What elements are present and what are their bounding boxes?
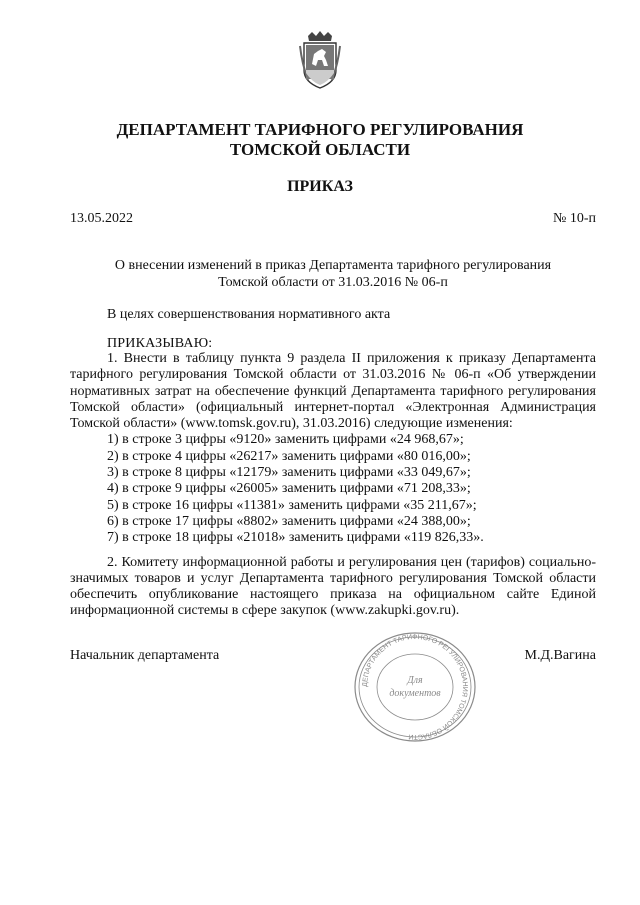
document-type-title: ПРИКАЗ <box>287 178 353 195</box>
changes-list <box>70 432 596 546</box>
subject-line2: Томской области от 31.03.2016 № 06-п <box>218 275 448 290</box>
list-item: 5) в строке 16 цифры «11381» заменить цифрами «35 211,67»; <box>107 497 477 513</box>
order-body <box>70 351 596 620</box>
list-item: 3) в строке 8 цифры «12179» заменить цифрами «33 049,67»; <box>107 465 471 481</box>
list-item: 7) в строке 18 цифры «21018» заменить цифрами «119 826,33». <box>107 530 484 546</box>
official-stamp-icon <box>350 630 480 745</box>
purpose-text: В целях совершенствования нормативного акта <box>107 307 391 322</box>
stamp-center-line2: документов <box>389 688 441 699</box>
stamp-ring-text: ДЕПАРТАМЕНТ ТАРИФНОГО РЕГУЛИРОВАНИЯ ТОМСКОЙ ОБЛАСТИ <box>361 633 469 741</box>
list-item: 2) в строке 4 цифры «26217» заменить цифрами «80 016,00»; <box>107 448 471 464</box>
organization-name-line2: ТОМСКОЙ ОБЛАСТИ <box>229 140 411 159</box>
organization-name-line1: ДЕПАРТАМЕНТ ТАРИФНОГО РЕГУЛИРОВАНИЯ <box>116 120 524 139</box>
document-date: 13.05.2022 <box>70 211 133 226</box>
list-item: 4) в строке 9 цифры «26005» заменить цифрами «71 208,33»; <box>107 481 471 497</box>
order-keyword: ПРИКАЗЫВАЮ: <box>107 336 213 351</box>
list-item: 1) в строке 3 цифры «9120» заменить цифрами «24 968,67»; <box>107 432 464 448</box>
signatory-position: Начальник департамента <box>70 648 220 663</box>
signatory-name: М.Д.Вагина <box>524 648 596 663</box>
paragraph-1: 1. Внести в таблицу пункта 9 раздела II приложения к приказу Департамента тарифного регулирования Томской области от 31.03.2016 № 06-п «Об утверждении нормативных затрат на обеспечение функций Департамента тарифного регулирования Томской области» (официальный интернет-портал «Электронная Администрация Томской области» (www.tomsk.gov.ru), 31.03.2016) следующие изменения: <box>70 351 596 432</box>
coat-of-arms-icon <box>298 30 342 90</box>
subject-line1: О внесении изменений в приказ Департамента тарифного регулирования <box>114 258 552 273</box>
paragraph-2: 2. Комитету информационной работы и регулирования цен (тарифов) социально-значимых товаров и услуг Департамента тарифного регулирования Томской области обеспечить опубликование настоящего приказа на официальном сайте Единой информационной системы в сфере закупок (www.zakupki.gov.ru). <box>70 554 596 619</box>
list-item: 6) в строке 17 цифры «8802» заменить цифрами «24 388,00»; <box>107 513 471 529</box>
document-number: № 10-п <box>552 211 596 226</box>
stamp-center-line1: Для <box>407 675 423 686</box>
